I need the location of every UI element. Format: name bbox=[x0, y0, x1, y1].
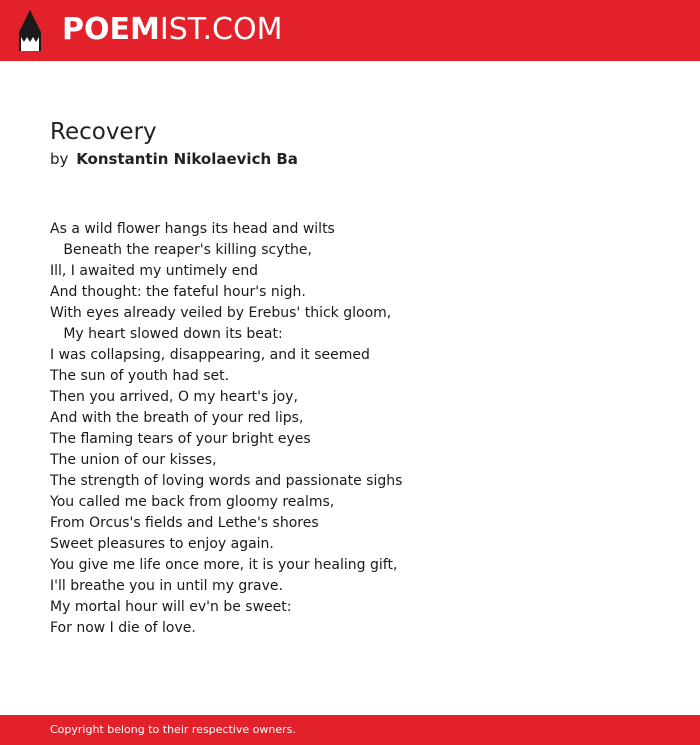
copyright-text: Copyright belong to their respective owners. bbox=[50, 723, 296, 736]
poem-line: With eyes already veiled by Erebus' thick gloom, bbox=[50, 305, 392, 321]
logo-light-text: IST.COM bbox=[159, 12, 283, 47]
poem-line: Ill, I awaited my untimely end bbox=[50, 263, 259, 279]
poem-line: And with the breath of your red lips, bbox=[50, 410, 304, 426]
site-footer bbox=[0, 715, 700, 745]
poem-line: For now I die of love. bbox=[50, 620, 196, 636]
site-header bbox=[0, 0, 700, 61]
poem-line: The union of our kisses, bbox=[50, 452, 217, 468]
by-label: by bbox=[50, 150, 69, 168]
poem-line: Sweet pleasures to enjoy again. bbox=[50, 536, 274, 552]
poem-line: And thought: the fateful hour's nigh. bbox=[50, 284, 306, 300]
author-name[interactable]: Konstantin Nikolaevich Ba bbox=[76, 150, 298, 168]
poem-line: Beneath the reaper's killing scythe, bbox=[50, 242, 312, 258]
logo-bold-text: POEM bbox=[62, 12, 160, 47]
poem-line: I was collapsing, disappearing, and it seemed bbox=[50, 347, 370, 363]
poem-line: My heart slowed down its beat: bbox=[50, 326, 283, 342]
poem-line: I'll breathe you in until my grave. bbox=[50, 578, 283, 594]
poem-line: My mortal hour will ev'n be sweet: bbox=[50, 599, 292, 615]
poem-line: You give me life once more, it is your healing gift, bbox=[50, 557, 398, 573]
byline bbox=[50, 149, 298, 169]
poem-body bbox=[50, 219, 650, 639]
poem-line: The strength of loving words and passionate sighs bbox=[50, 473, 403, 489]
poem-line: The flaming tears of your bright eyes bbox=[50, 431, 311, 447]
site-logo[interactable] bbox=[62, 12, 282, 48]
poem-line: As a wild flower hangs its head and wilts bbox=[50, 221, 335, 237]
poem-line: From Orcus's fields and Lethe's shores bbox=[50, 515, 319, 531]
pencil-tip-icon[interactable] bbox=[18, 10, 42, 51]
poem-line: The sun of youth had set. bbox=[50, 368, 230, 384]
poem-line: Then you arrived, O my heart's joy, bbox=[50, 389, 298, 405]
poem-line: You called me back from gloomy realms, bbox=[50, 494, 335, 510]
poem-title: Recovery bbox=[50, 119, 157, 145]
